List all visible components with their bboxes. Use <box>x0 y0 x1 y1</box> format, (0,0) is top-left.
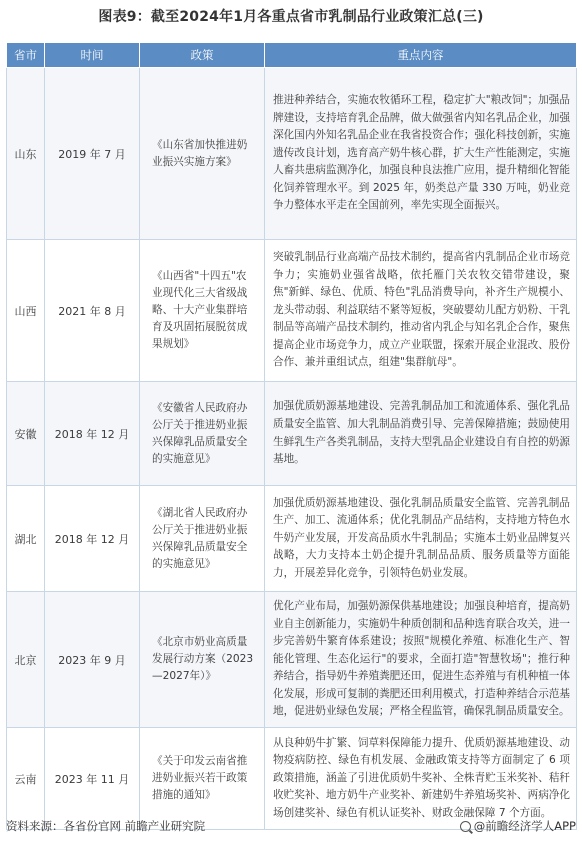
header-time: 时间 <box>45 43 140 68</box>
content-cell: 加强优质奶源基地建设、完善乳制品加工和流通体系、强化乳品质量安全监管、加大乳制品消费引导、完善保障措施；鼓励使用生鲜乳生产各类乳制品，支持大型乳品企业建设自有自控的奶源基地。 <box>265 382 577 486</box>
chart-title: 图表9：截至2024年1月各重点省市乳制品行业政策汇总(三) <box>98 9 484 25</box>
province-cell: 山东 <box>7 68 45 240</box>
header-content: 重点内容 <box>265 43 577 68</box>
table-row <box>7 486 577 592</box>
province-cell: 山西 <box>7 240 45 382</box>
policy-cell: 《湖北省人民政府办公厅关于推进奶业振兴保障乳品质量安全的实施意见》 <box>140 486 265 592</box>
policy-table <box>6 42 577 830</box>
province-cell: 湖北 <box>7 486 45 592</box>
time-cell: 2019 年 7 月 <box>45 68 140 240</box>
time-cell: 2023 年 9 月 <box>45 592 140 728</box>
table-header-row <box>7 43 577 68</box>
header-province: 省市 <box>7 43 45 68</box>
province-cell: 云南 <box>7 728 45 830</box>
header-policy: 政策 <box>140 43 265 68</box>
content-cell: 突破乳制品行业高端产品技术制约，提高省内乳制品企业市场竞争力；实施奶业强省战略，依托雁门关农牧交错带建设，聚焦"新鲜、绿色、优质、特色"乳品消费导向，补齐生产规模小、龙头带动弱、利益联结不紧等短板，突破婴幼儿配方奶粉、干乳制品等高端产品技术制约，推动省内乳企与知名乳企合作，聚焦提高企业市场竞争力，成立产业联盟，探索开展企业混改、股份合作、兼并重组试点，组建"集群航母"。 <box>265 240 577 382</box>
table-row <box>7 240 577 382</box>
content-cell: 推进种养结合，实施农牧循环工程，稳定扩大"粮改饲"；加强品牌建设，支持培育乳企品牌，做大做强省内知名乳品企业，加强深化国内外知名乳品企业在我省投资合作；强化科技创新，实施遗传改良计划，选育高产奶牛核心群，扩大生产性能测定，实施人畜共患病监测净化，加强良种良法推广应用，提升精细化智能化饲养管理水平。到 2025 年，奶类总产量 330 万吨，奶业竞争力整体水平走在全国前列，率先实现全面振兴。 <box>265 68 577 240</box>
content-cell: 优化产业布局，加强奶源保供基地建设；加强良种培育，提高奶业自主创新能力，实施奶牛种质创制和品种选育联合攻关，进一步完善奶牛繁育体系建设；按照"规模化养殖、标准化生产、智能化管理、生态化运行"的要求，全面打造"智慧牧场"；推行种养结合，指导奶牛养殖粪肥还田，促进生态养殖与有机种植一体化发展，形成可复制的粪肥还田利用模式，打造种养结合示范基地，促进奶业绿色发展；严格全程监管，确保乳制品质量安全。 <box>265 592 577 728</box>
source-note: 资料来源：各省份官网 前瞻产业研究院 <box>6 819 206 833</box>
content-cell: 加强优质奶源基地建设、强化乳制品质量安全监管、完善乳制品生产、加工、流通体系；优化乳制品产品结构，支持地方特色水牛奶产业发展，开发高品质水牛乳制品；实施本土奶业品牌复兴战略，大力支持本土奶企提升乳制品品质、服务质量等方面能力，开展差异化竞争，引领特色奶业发展。 <box>265 486 577 592</box>
province-cell: 北京 <box>7 592 45 728</box>
time-cell: 2021 年 8 月 <box>45 240 140 382</box>
policy-cell: 《山西省"十四五"农业现代化三大省级战略、十大产业集群培育及巩固拓展脱贫成果规划》 <box>140 240 265 382</box>
content-cell: 从良种奶牛扩繁、饲草料保障能力提升、优质奶源基地建设、动物疫病防控、绿色有机发展、金融政策支持等方面制定了 6 项政策措施，涵盖了引进优质奶牛奖补、全株青贮玉米奖补、秸秆收贮奖补、地方奶牛产业奖补、新建奶牛养殖场奖补、两病净化场创建奖补、绿色有机认证奖补、财政金融保障 7 个方面。 <box>265 728 577 830</box>
brand-logo-icon <box>460 821 471 832</box>
policy-cell: 《北京市奶业高质量发展行动方案（2023—2027年）》 <box>140 592 265 728</box>
table-row <box>7 68 577 240</box>
time-cell: 2023 年 11 月 <box>45 728 140 830</box>
policy-cell: 《山东省加快推进奶业振兴实施方案》 <box>140 68 265 240</box>
policy-cell: 《关于印发云南省推进奶业振兴若干政策措施的通知》 <box>140 728 265 830</box>
policy-cell: 《安徽省人民政府办公厅关于推进奶业振兴保障乳品质量安全的实施意见》 <box>140 382 265 486</box>
province-cell: 安徽 <box>7 382 45 486</box>
brand-label: @前瞻经济学人APP <box>473 819 576 833</box>
brand-credit <box>460 818 576 834</box>
time-cell: 2018 年 12 月 <box>45 486 140 592</box>
table-row <box>7 592 577 728</box>
table-row <box>7 728 577 830</box>
time-cell: 2018 年 12 月 <box>45 382 140 486</box>
table-row <box>7 382 577 486</box>
